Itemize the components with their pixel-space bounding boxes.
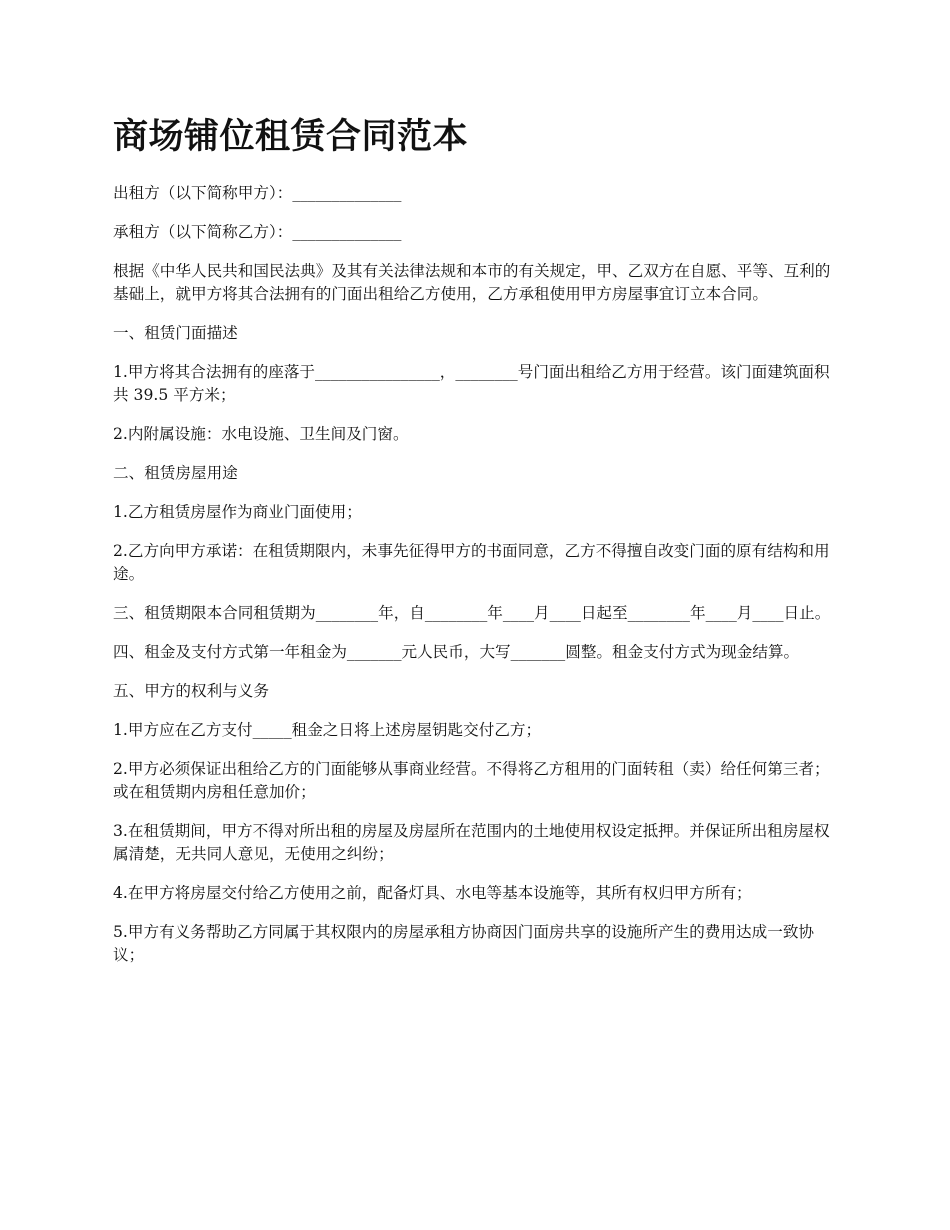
clause-2-1: 1.乙方租赁房屋作为商业门面使用； xyxy=(113,503,362,521)
section-heading-5: 五、甲方的权利与义务 xyxy=(113,682,269,700)
clause-1-2: 2.内附属设施：水电设施、卫生间及门窗。 xyxy=(113,425,409,443)
clause-5-4: 4.在甲方将房屋交付给乙方使用之前，配备灯具、水电等基本设施等，其所有权归甲方所有； xyxy=(113,884,752,902)
preamble-paragraph: 根据《中华人民共和国民法典》及其有关法律法规和本市的有关规定，甲、乙双方在自愿、平等、互利的基础上，就甲方将其合法拥有的门面出租给乙方使用，乙方承租使用甲方房屋事宜订立本合同。 xyxy=(113,262,831,303)
clause-5-1: 1.甲方应在乙方支付_____租金之日将上述房屋钥匙交付乙方； xyxy=(113,721,542,739)
clause-5-2: 2.甲方必须保证出租给乙方的门面能够从事商业经营。不得将乙方租用的门面转租（卖）给任何第三者；或在租赁期内房租任意加价； xyxy=(113,760,830,801)
lessee-line: 承租方（以下简称乙方）：______________ xyxy=(113,223,402,241)
clause-5-5: 5.甲方有义务帮助乙方同属于其权限内的房屋承租方协商因门面房共享的设施所产生的费用达成一致协议； xyxy=(113,923,815,964)
section-4-rent: 四、租金及支付方式第一年租金为_______元人民币，大写_______圆整。租金支付方式为现金结算。 xyxy=(113,643,800,661)
clause-1-1: 1.甲方将其合法拥有的座落于________________，________号门面出租给乙方用于经营。该门面建筑面积共 39.5 平方米； xyxy=(113,363,830,404)
document-body xyxy=(113,112,843,983)
section-3-term: 三、租赁期限本合同租赁期为________年，自________年____月____日起至________年____月____日止。 xyxy=(113,604,831,622)
section-heading-2: 二、租赁房屋用途 xyxy=(113,464,238,482)
document-title: 商场铺位租赁合同范本 xyxy=(113,116,469,157)
clause-2-2: 2.乙方向甲方承诺：在租赁期限内，未事先征得甲方的书面同意，乙方不得擅自改变门面的原有结构和用途。 xyxy=(113,542,830,583)
lessor-line: 出租方（以下简称甲方）：______________ xyxy=(113,184,402,202)
clause-5-3: 3.在租赁期间，甲方不得对所出租的房屋及房屋所在范围内的土地使用权设定抵押。并保证所出租房屋权属清楚，无共同人意见，无使用之纠纷； xyxy=(113,822,830,863)
section-heading-1: 一、租赁门面描述 xyxy=(113,324,238,342)
